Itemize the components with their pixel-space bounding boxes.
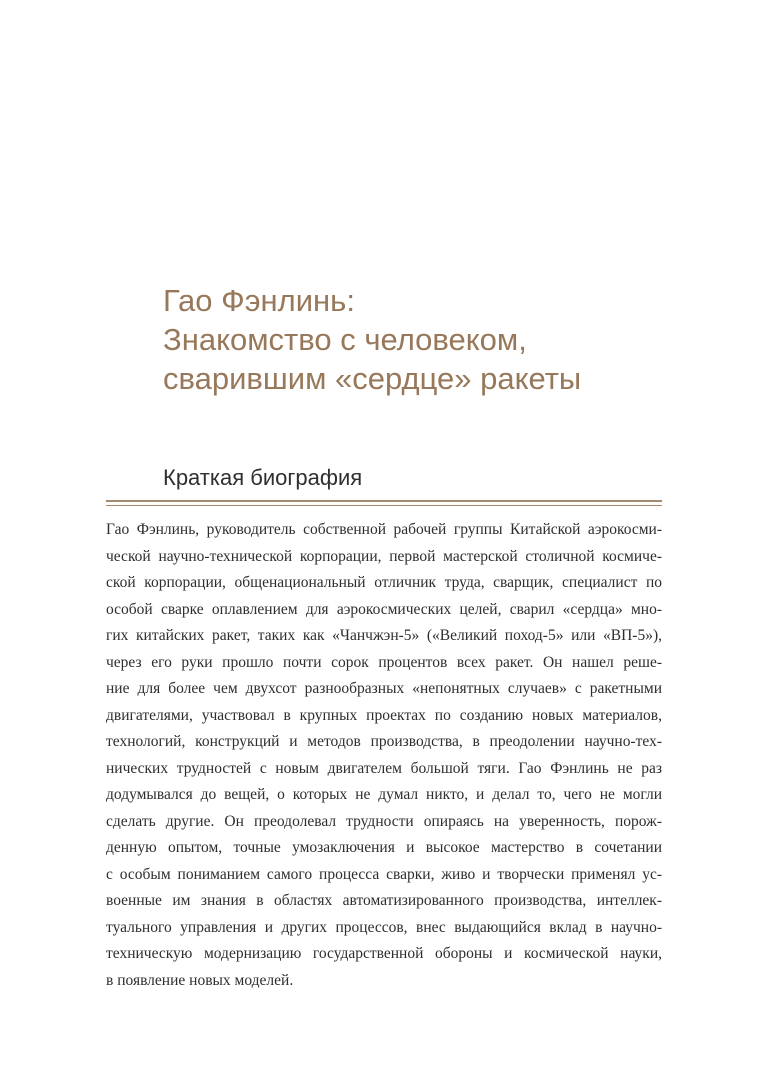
chapter-title-line: сварившим «сердце» ракеты [163, 361, 582, 396]
text-line: технологий, конструкций и методов производства, в преодолении научно-тех- [106, 733, 662, 750]
chapter-title-line: Гао Фэнлинь: [163, 283, 355, 318]
heading-double-rule [106, 500, 662, 506]
text-line: особой сварке оплавлением для аэрокосмических целей, сварил «сердца» мно- [106, 600, 662, 618]
text-line: денную опытом, точные умозаключения и высокое мастерство в сочетании [106, 839, 662, 856]
chapter-title [163, 281, 723, 398]
text-line: через его руки прошло почти сорок процентов всех ракет. Он нашел реше- [106, 653, 662, 671]
text-line: ние для более чем двухсот разнообразных «непонятных случаев» с ракетными [106, 680, 662, 697]
text-line: Гао Фэнлинь, руководитель собственной рабочей группы Китайской аэрокосми- [106, 521, 662, 538]
text-line: военные им знания в областях автоматизированного производства, интеллек- [106, 892, 662, 909]
biography-paragraph [106, 517, 662, 994]
section-heading: Краткая биография [163, 465, 363, 490]
text-line: гих китайских ракет, таких как «Чанчжэн-5» («Великий поход-5» или «ВП-5»), [106, 627, 662, 644]
text-line: сделать другие. Он преодолевал трудности опираясь на уверенность, порож- [106, 812, 662, 830]
text-line: ской корпорации, общенациональный отличник труда, сварщик, специалист по [106, 574, 662, 591]
text-line: техническую модернизацию государственной обороны и космической науки, [106, 945, 662, 962]
text-line-last: в появление новых моделей. [106, 971, 294, 989]
text-line: двигателями, участвовал в крупных проектах по созданию новых материалов, [106, 706, 662, 724]
chapter-title-line: Знакомство с человеком, [163, 322, 527, 357]
text-line: ческой научно-технической корпорации, первой мастерской столичной космиче- [106, 547, 662, 565]
text-line: додумывался до вещей, о которых не думал никто, и делал то, чего не могли [106, 786, 662, 803]
text-line: с особым пониманием самого процесса сварки, живо и творчески применял ус- [106, 865, 662, 883]
text-line: туального управления и других процессов, внес выдающийся вклад в научно- [106, 918, 662, 936]
text-line: нических трудностей с новым двигателем большой тяги. Гао Фэнлинь не раз [106, 759, 662, 777]
